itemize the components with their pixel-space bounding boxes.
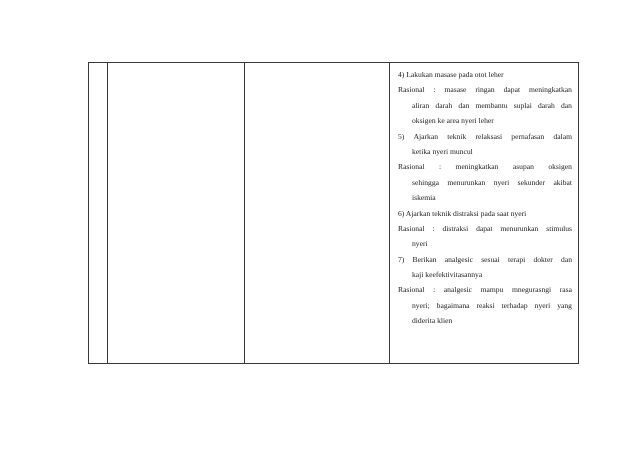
- text-line: Rasional : meningkatkan asupan oksigen: [398, 162, 572, 172]
- text-line: Rasional : analgesic mampu mnegurasngi rasa: [398, 285, 572, 295]
- text-line: Rasional : distraksi dapat menurunkan stimulus: [398, 223, 572, 233]
- intervention-table: [88, 62, 579, 364]
- text-line: 6) Ajarkan teknik distraksi pada saat nyeri: [398, 208, 527, 218]
- text-line: aliran darah dan membantu suplai darah dan: [412, 100, 572, 110]
- text-line: kaji keefektivitasannya: [412, 270, 483, 280]
- text-line: ketika nyeri muncul: [412, 146, 473, 156]
- text-line: nyeri; bagaimana reaksi terhadap nyeri yang: [412, 300, 572, 310]
- intervention-text: [398, 67, 572, 329]
- text-line: sehingga menurunkan nyeri sekunder akibat: [412, 177, 572, 187]
- column-divider-1: [107, 63, 108, 363]
- text-line: 4) Lakukan masase pada otot leher: [398, 70, 504, 79]
- intervention-cell: [390, 63, 578, 363]
- text-line: 5) Ajarkan teknik relaksasi pernafasan dalam: [398, 131, 572, 141]
- text-line: iskemia: [412, 193, 436, 203]
- text-line: Rasional : masase ringan dapat meningkatkan: [398, 85, 572, 95]
- text-line: nyeri: [412, 239, 428, 249]
- column-divider-2: [244, 63, 245, 363]
- text-line: oksigen ke area nyeri leher: [412, 116, 494, 126]
- text-line: diderita klien: [412, 316, 453, 326]
- text-line: 7) Berikan analgesic sesuai terapi dokter dan: [398, 254, 572, 264]
